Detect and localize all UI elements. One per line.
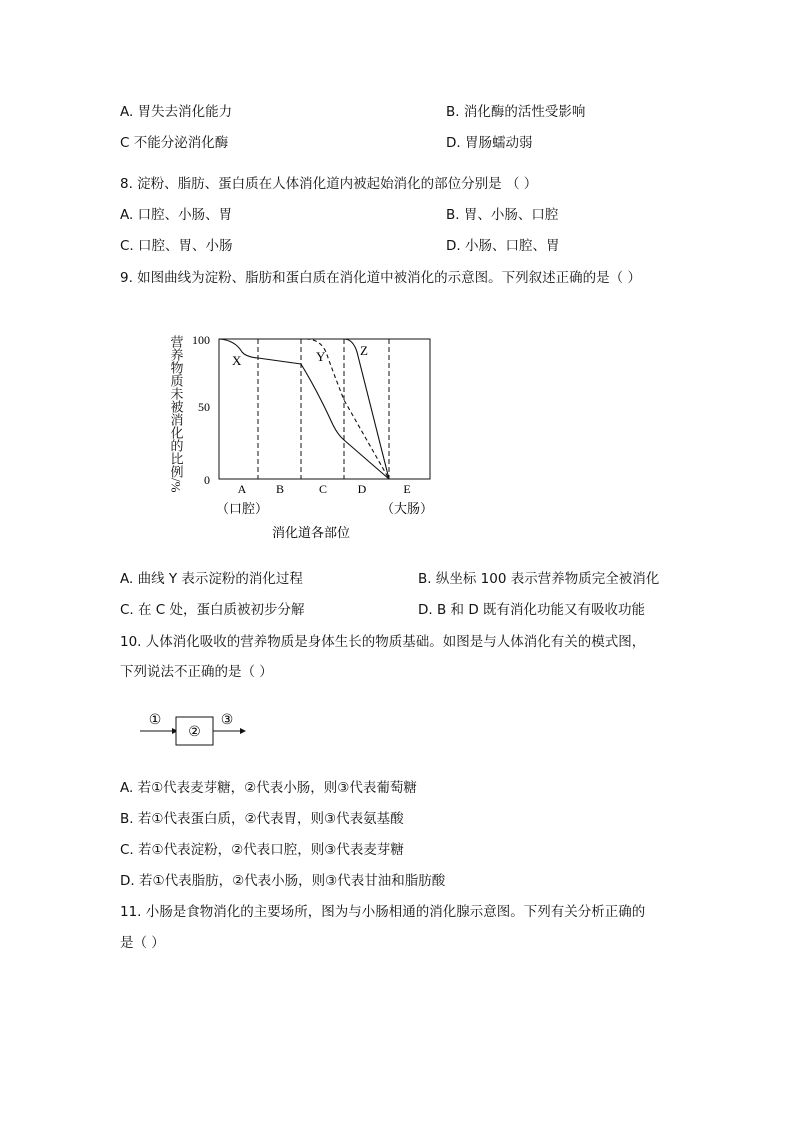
flow-diagram — [138, 708, 258, 752]
q8-option-a: A. 口腔、小肠、胃 — [120, 207, 233, 223]
q10-stem-line1: 10. 人体消化吸收的营养物质是身体生长的物质基础。如图是与人体消化有关的模式图， — [120, 634, 646, 650]
q10-stem-line2: 下列说法不正确的是（ ） — [120, 664, 273, 680]
q7-option-b: B. 消化酶的活性受影响 — [446, 104, 586, 120]
q11-stem-line2: 是（ ） — [120, 935, 165, 951]
q8-option-c: C. 口腔、胃、小肠 — [120, 238, 233, 254]
segment-note-mouth: （口腔） — [215, 502, 269, 517]
segment-d: D — [357, 482, 367, 496]
q7-option-c: C 不能分泌消化酶 — [120, 135, 229, 151]
q9-option-c: C. 在 C 处，蛋白质被初步分解 — [120, 602, 305, 618]
q10-option-a: A. 若①代表麦芽糖，②代表小肠，则③代表葡萄糖 — [120, 780, 417, 796]
segment-c: C — [318, 482, 328, 496]
flow-arrowhead-out — [240, 728, 246, 734]
q9-option-d: D. B 和 D 既有消化功能又有吸收功能 — [418, 602, 646, 618]
curve-x — [219, 339, 389, 479]
graph-ylabel: 营养物质未被消化的比例/% — [168, 335, 184, 493]
digestion-curve-graph — [158, 322, 458, 544]
q9-stem: 9. 如图曲线为淀粉、脂肪和蛋白质在消化道中被消化的示意图。下列叙述正确的是（ ） — [120, 270, 641, 286]
q9-option-b: B. 纵坐标 100 表示营养物质完全被消化 — [418, 571, 660, 587]
segment-e: E — [403, 482, 411, 496]
segment-note-large-intestine: （大肠） — [380, 502, 434, 517]
flow-output-label: ③ — [220, 712, 234, 728]
q9-option-a: A. 曲线 Y 表示淀粉的消化过程 — [120, 571, 303, 587]
curve-label-y: Y — [316, 349, 326, 364]
q10-option-d: D. 若①代表脂肪，②代表小肠，则③代表甘油和脂肪酸 — [120, 873, 446, 889]
curve-label-x: X — [232, 353, 242, 368]
flow-box-label: ② — [188, 724, 201, 740]
curve-z — [344, 339, 389, 479]
segment-b: B — [275, 482, 285, 496]
segment-a: A — [237, 482, 247, 496]
q8-option-b: B. 胃、小肠、口腔 — [446, 207, 559, 223]
q8-option-d: D. 小肠、口腔、胃 — [446, 238, 560, 254]
q11-stem-line1: 11. 小肠是食物消化的主要场所，图为与小肠相通的消化腺示意图。下列有关分析正确的 — [120, 904, 646, 920]
q8-stem: 8. 淀粉、脂肪、蛋白质在人体消化道内被起始消化的部位分别是 （ ） — [120, 176, 538, 192]
y-tick-100: 100 — [192, 333, 210, 347]
graph-xlabel: 消化道各部位 — [271, 526, 351, 541]
q7-option-a: A. 胃失去消化能力 — [120, 104, 233, 120]
y-tick-0: 0 — [204, 473, 210, 487]
flow-input-label: ① — [148, 712, 162, 728]
q7-option-d: D. 胃肠蠕动弱 — [446, 135, 533, 151]
q10-option-b: B. 若①代表蛋白质，②代表胃，则③代表氨基酸 — [120, 811, 404, 827]
q10-option-c: C. 若①代表淀粉，②代表口腔，则③代表麦芽糖 — [120, 842, 404, 858]
y-tick-50: 50 — [198, 400, 210, 414]
curve-label-z: Z — [360, 343, 368, 358]
